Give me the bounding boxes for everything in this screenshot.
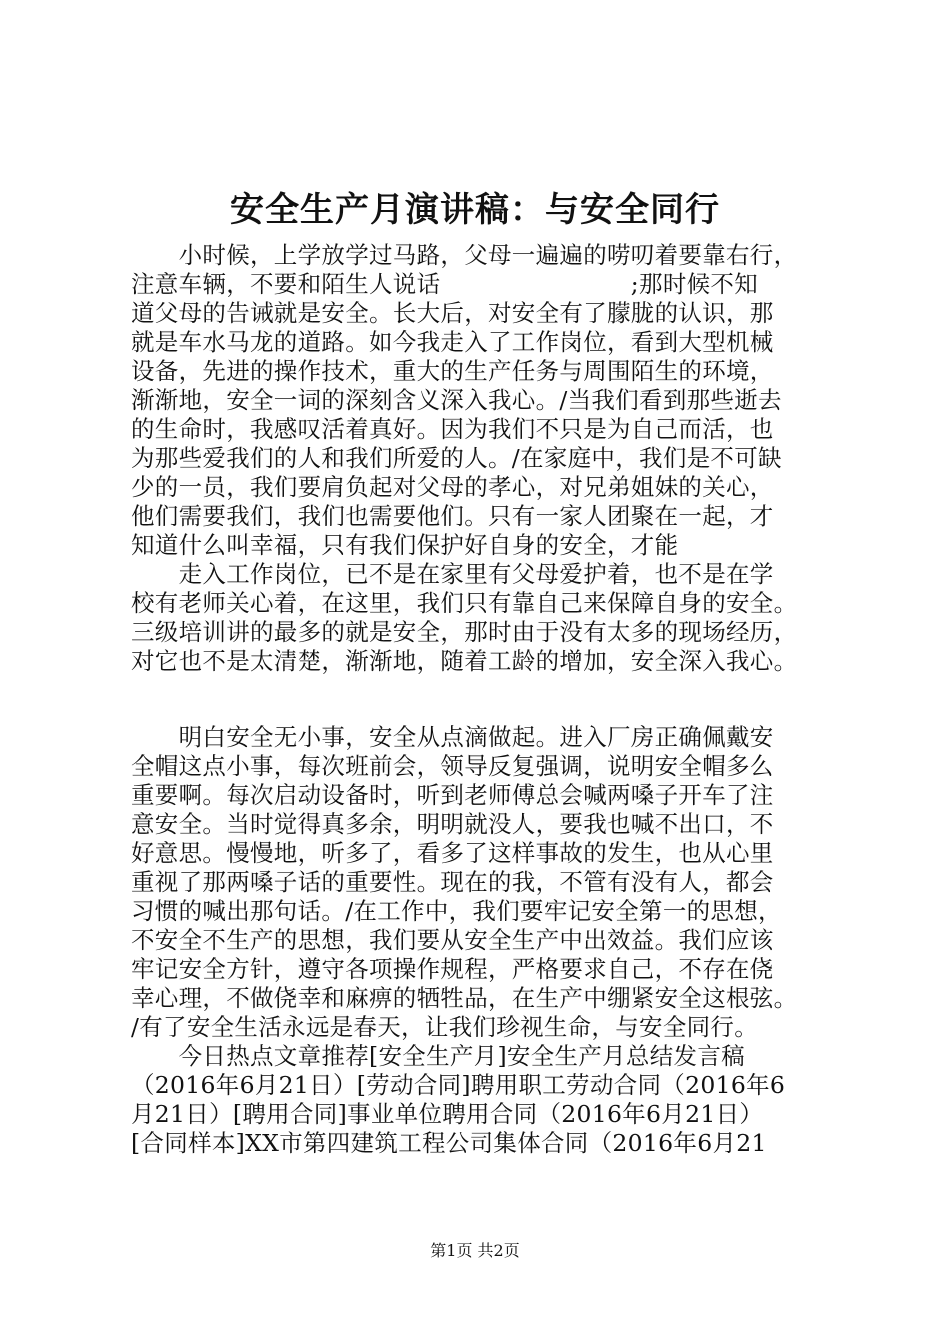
paragraph-line: 设备，先进的操作技术，重大的生产任务与周围陌生的环境，	[131, 357, 774, 385]
paragraph-line: 渐渐地，安全一词的深刻含义深入我心。/当我们看到那些逝去	[131, 386, 782, 414]
paragraph-line: 他们需要我们，我们也需要他们。只有一家人团聚在一起，才	[131, 502, 774, 530]
paragraph-line: 就是车水马龙的道路。如今我走入了工作岗位，看到大型机械	[131, 328, 774, 356]
paragraph-line: 对它也不是太清楚，渐渐地，随着工龄的增加，安全深入我心。	[131, 647, 798, 675]
page-number-footer: 第1页 共2页	[430, 1241, 520, 1260]
paragraph-line: 月21日）[聘用合同]事业单位聘用合同（2016年6月21日）	[131, 1100, 764, 1128]
paragraph-line: /有了安全生活永远是春天，让我们珍视生命，与安全同行。	[131, 1013, 759, 1041]
paragraph-line: 道父母的告诫就是安全。长大后，对安全有了朦胧的认识，那	[131, 299, 774, 327]
paragraph-line: 意安全。当时觉得真多余，明明就没人，要我也喊不出口，不	[131, 810, 774, 838]
paragraph-line: 幸心理，不做侥幸和麻痹的牺牲品，在生产中绷紧安全这根弦。	[131, 984, 798, 1012]
paragraph-line: 走入工作岗位，已不是在家里有父母爱护着，也不是在学	[131, 560, 774, 588]
paragraph-line: 好意思。慢慢地，听多了，看多了这样事故的发生，也从心里	[131, 839, 774, 867]
paragraph-line: 重视了那两嗓子话的重要性。现在的我，不管有没有人，都会	[131, 868, 774, 896]
paragraph-line: 牢记安全方针，遵守各项操作规程，严格要求自己，不存在侥	[131, 955, 774, 983]
paragraph-line: 明白安全无小事，安全从点滴做起。进入厂房正确佩戴安	[131, 723, 774, 751]
paragraph-line: [合同样本]XX市第四建筑工程公司集体合同（2016年6月21	[131, 1129, 767, 1157]
paragraph-line: 为那些爱我们的人和我们所爱的人。/在家庭中，我们是不可缺	[131, 444, 782, 472]
paragraph-line: 知道什么叫幸福，只有我们保护好自身的安全，才能	[131, 531, 679, 559]
paragraph-line: 全帽这点小事，每次班前会，领导反复强调，说明安全帽多么	[131, 752, 774, 780]
paragraph-line: 不安全不生产的思想，我们要从安全生产中出效益。我们应该	[131, 926, 774, 954]
document-title: 安全生产月演讲稿：与安全同行	[230, 190, 720, 230]
paragraph-line: 重要啊。每次启动设备时，听到老师傅总会喊两嗓子开车了注	[131, 781, 774, 809]
paragraph-line: 习惯的喊出那句话。/在工作中，我们要牢记安全第一的思想，	[131, 897, 782, 925]
paragraph-line: 注意车辆，不要和陌生人说话 ;那时候不知	[131, 270, 759, 298]
paragraph-line: 的生命时，我感叹活着真好。因为我们不只是为自己而活，也	[131, 415, 774, 443]
paragraph-line: 今日热点文章推荐[安全生产月]安全生产月总结发言稿	[131, 1042, 745, 1070]
paragraph-line: 少的一员，我们要肩负起对父母的孝心，对兄弟姐妹的关心，	[131, 473, 774, 501]
paragraph-line: 三级培训讲的最多的就是安全，那时由于没有太多的现场经历，	[131, 618, 798, 646]
paragraph-line: （2016年6月21日）[劳动合同]聘用职工劳动合同（2016年6	[131, 1071, 786, 1099]
paragraph-line: 小时候，上学放学过马路，父母一遍遍的唠叨着要靠右行，	[131, 241, 798, 269]
paragraph-line: 校有老师关心着，在这里，我们只有靠自己来保障自身的安全。	[131, 589, 798, 617]
